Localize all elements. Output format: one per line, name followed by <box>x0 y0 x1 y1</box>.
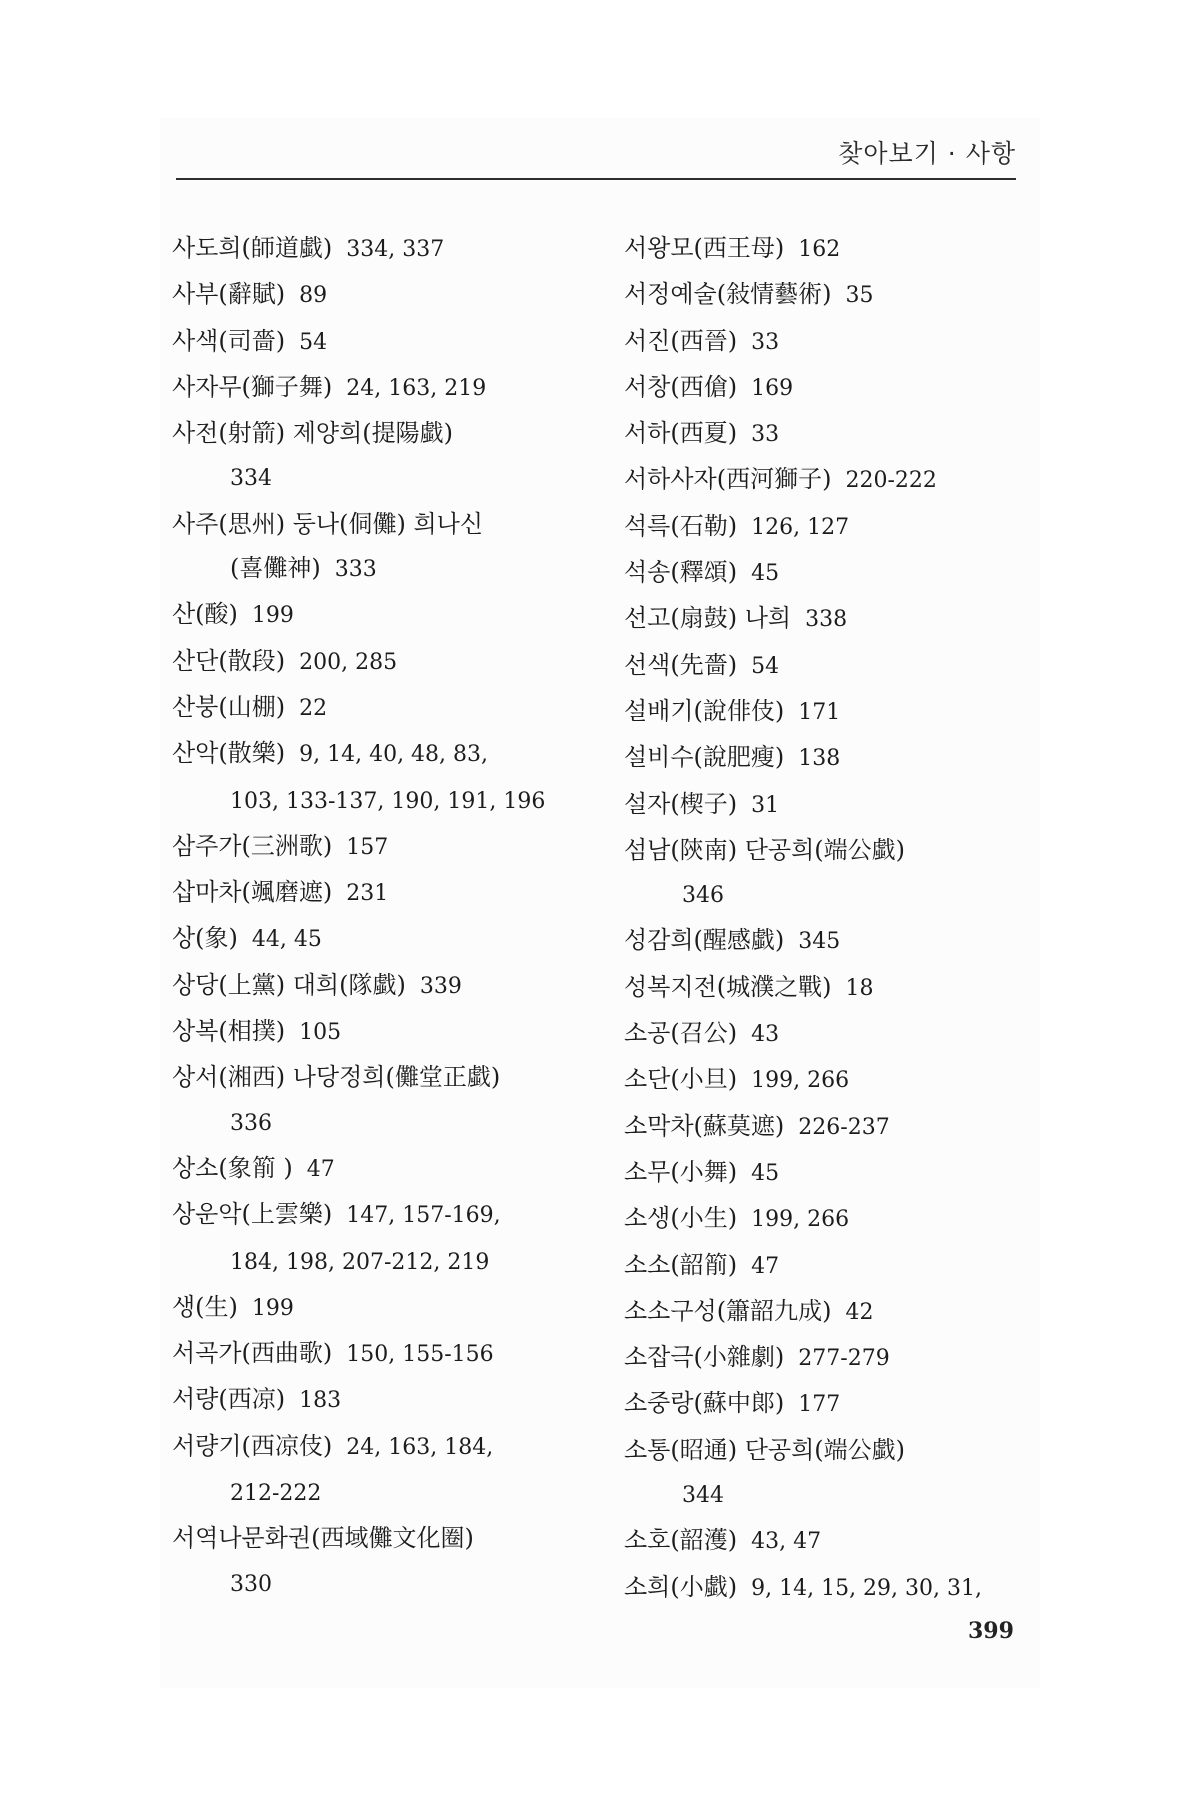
index-page-refs: 231 <box>346 881 389 907</box>
index-page-refs: 43 <box>751 1022 780 1048</box>
index-page-refs: 105 <box>299 1020 342 1046</box>
index-entry <box>172 1331 592 1377</box>
index-column-right <box>624 226 1044 1611</box>
index-page-refs: 43, 47 <box>751 1529 822 1555</box>
index-entry <box>624 1565 1044 1611</box>
index-page-refs: 330 <box>230 1571 272 1597</box>
index-entry <box>624 1150 1044 1196</box>
index-page-refs: 200, 285 <box>299 649 398 675</box>
index-headword: 설비수(說肥瘦) <box>624 743 785 772</box>
index-headword: 소통(昭通) 단공희(端公戱) <box>624 1435 906 1464</box>
index-entry <box>624 550 1044 596</box>
index-headword: 소잡극(小雜劇) <box>624 1343 785 1372</box>
index-entry <box>172 1009 592 1055</box>
index-headword: 서량(西凉) <box>172 1385 286 1414</box>
index-page-refs: 171 <box>798 699 841 725</box>
index-headword: 소중랑(蘇中郞) <box>624 1389 785 1418</box>
index-headword: 서량기(西凉伎) <box>172 1431 333 1460</box>
index-entry-continuation <box>172 1239 592 1285</box>
index-headword: 소공(召公) <box>624 1019 738 1048</box>
index-entry <box>624 1057 1044 1103</box>
index-page-refs: 54 <box>299 329 328 355</box>
index-page-refs: 199, 266 <box>751 1068 850 1094</box>
index-page-refs: 334 <box>230 466 272 492</box>
index-headword: 상소(象箾 ) <box>172 1153 293 1182</box>
index-entry <box>624 918 1044 964</box>
index-headword: 사부(辭賦) <box>172 280 286 309</box>
index-entry <box>624 1518 1044 1564</box>
index-entry <box>172 592 592 638</box>
index-entry-continuation <box>172 546 592 592</box>
index-headword: 상운악(上雲樂) <box>172 1200 333 1229</box>
index-entry <box>172 226 592 272</box>
index-page-refs: 338 <box>805 607 848 633</box>
index-entry-continuation <box>172 1470 592 1516</box>
index-headword: 생(生) <box>172 1292 238 1321</box>
index-page-refs: 89 <box>299 283 328 309</box>
index-page-refs: 138 <box>798 746 841 772</box>
index-page-refs: 345 <box>798 929 841 955</box>
index-page-refs: 177 <box>798 1392 841 1418</box>
index-entry <box>172 1192 592 1238</box>
index-headword: (喜儺神) <box>230 554 321 583</box>
index-page-refs: 336 <box>230 1110 272 1136</box>
index-page-refs: 103, 133-137, 190, 191, 196 <box>230 788 546 814</box>
page-number: 399 <box>968 1618 1014 1644</box>
index-headword: 선고(扇鼓) 나희 <box>624 604 792 633</box>
index-headword: 산단(散段) <box>172 646 286 675</box>
index-entry <box>172 1424 592 1470</box>
index-entry <box>624 782 1044 828</box>
index-headword: 성감희(醒感戱) <box>624 926 785 955</box>
index-page-refs: 157 <box>346 834 389 860</box>
index-entry <box>624 365 1044 411</box>
index-entry <box>624 1104 1044 1150</box>
index-entry <box>172 916 592 962</box>
index-page-refs: 33 <box>751 422 780 448</box>
index-headword: 산붕(山棚) <box>172 692 286 721</box>
index-page-refs: 199, 266 <box>751 1207 850 1233</box>
index-headword: 서하(西夏) <box>624 419 738 448</box>
index-page-refs: 344 <box>682 1483 724 1509</box>
index-page-refs: 162 <box>798 237 841 262</box>
index-page-refs: 42 <box>845 1299 874 1325</box>
index-entry <box>624 1428 1044 1472</box>
index-page-refs: 212-222 <box>230 1481 322 1507</box>
index-entry-continuation <box>172 1100 592 1146</box>
index-headword: 사색(司嗇) <box>172 326 286 355</box>
index-page-refs: 126, 127 <box>751 514 850 540</box>
index-page-refs: 33 <box>751 329 780 355</box>
index-headword: 소단(小旦) <box>624 1065 738 1094</box>
index-headword: 소소구성(簫韶九成) <box>624 1296 832 1325</box>
index-entry <box>172 685 592 731</box>
index-page-refs: 24, 163, 219 <box>346 375 487 401</box>
index-page-refs: 35 <box>845 283 874 309</box>
index-entry <box>172 1285 592 1331</box>
index-page-refs: 45 <box>751 1160 780 1186</box>
index-entry <box>172 824 592 870</box>
index-entry <box>172 319 592 365</box>
index-entry <box>624 643 1044 689</box>
index-headword: 상(象) <box>172 924 238 953</box>
index-headword: 상서(湘西) 나당정희(儺堂正戱) <box>172 1063 501 1092</box>
index-headword: 사자무(獅子舞) <box>172 372 333 401</box>
index-entry <box>624 689 1044 735</box>
index-page-refs: 9, 14, 15, 29, 30, 31, <box>751 1575 983 1601</box>
index-headword: 소무(小舞) <box>624 1157 738 1186</box>
index-entry <box>624 1381 1044 1427</box>
index-page-refs: 31 <box>751 792 780 818</box>
index-headword: 소호(韶濩) <box>624 1526 738 1555</box>
index-entry <box>172 1055 592 1099</box>
index-entry <box>624 1011 1044 1057</box>
index-page-refs: 47 <box>306 1156 335 1182</box>
index-headword: 사도희(師道戱) <box>172 234 333 262</box>
index-entry-continuation <box>624 1472 1044 1518</box>
index-entry <box>172 731 592 777</box>
index-page-refs: 184, 198, 207-212, 219 <box>230 1249 490 1275</box>
index-entry <box>624 272 1044 318</box>
index-entry <box>624 319 1044 365</box>
index-page-refs: 24, 163, 184, <box>346 1434 494 1460</box>
index-page-refs: 277-279 <box>798 1346 890 1372</box>
index-page-refs: 147, 157-169, <box>346 1203 501 1229</box>
index-entry <box>172 365 592 411</box>
index-entry <box>172 639 592 685</box>
index-page-refs: 199 <box>251 1295 294 1321</box>
index-page-refs: 45 <box>751 561 780 587</box>
index-headword: 사전(射箭) 제양희(提陽戱) <box>172 419 454 448</box>
index-page-refs: 334, 337 <box>346 237 445 262</box>
index-headword: 서왕모(西王母) <box>624 234 785 262</box>
index-entry <box>624 596 1044 642</box>
index-entry <box>172 502 592 546</box>
header-rule <box>176 178 1016 180</box>
index-entry <box>624 735 1044 781</box>
index-headword: 삽마차(颯磨遮) <box>172 878 333 907</box>
index-page-refs: 226-237 <box>798 1114 890 1140</box>
index-headword: 서역나문화권(西域儺文化圈) <box>172 1524 474 1553</box>
index-entry <box>172 1377 592 1423</box>
index-entry <box>172 870 592 916</box>
index-entry <box>172 272 592 318</box>
index-headword: 섬남(陝南) 단공희(端公戱) <box>624 835 906 864</box>
index-entry-continuation <box>172 455 592 501</box>
index-headword: 설자(楔子) <box>624 789 738 818</box>
index-headword: 서곡가(西曲歌) <box>172 1339 333 1368</box>
index-headword: 산(酸) <box>172 600 238 629</box>
index-page-refs: 169 <box>751 375 794 401</box>
index-headword: 삼주가(三洲歌) <box>172 831 333 860</box>
index-entry <box>624 1335 1044 1381</box>
index-headword: 선색(先嗇) <box>624 650 738 679</box>
index-headword: 설배기(說俳伎) <box>624 696 785 725</box>
index-headword: 소희(小戱) <box>624 1572 738 1601</box>
index-headword: 산악(散樂) <box>172 739 286 768</box>
index-entry <box>624 1196 1044 1242</box>
index-headword: 서정예술(敍情藝術) <box>624 280 832 309</box>
index-entry <box>624 965 1044 1011</box>
index-entry-continuation <box>624 872 1044 918</box>
index-column-left <box>172 226 592 1607</box>
index-page-refs: 150, 155-156 <box>346 1342 494 1368</box>
index-headword: 사주(思州) 둥나(侗儺) 희나신 <box>172 509 483 538</box>
index-headword: 성복지전(城濮之戰) <box>624 972 832 1001</box>
index-entry <box>624 828 1044 872</box>
index-page-refs: 9, 14, 40, 48, 83, <box>299 742 489 768</box>
index-entry-continuation <box>172 1561 592 1607</box>
index-page-refs: 183 <box>299 1388 342 1414</box>
index-page-refs: 220-222 <box>845 468 937 494</box>
index-entry <box>624 411 1044 457</box>
index-headword: 서창(西傖) <box>624 372 738 401</box>
index-page-refs: 333 <box>334 557 377 583</box>
index-entry <box>172 1516 592 1560</box>
index-headword: 석송(釋頌) <box>624 558 738 587</box>
index-page-refs: 47 <box>751 1253 780 1279</box>
index-entry <box>172 411 592 455</box>
index-headword: 서하사자(西河獅子) <box>624 465 832 494</box>
index-headword: 석륵(石勒) <box>624 511 738 540</box>
index-entry-continuation <box>172 778 592 824</box>
index-entry <box>624 226 1044 272</box>
index-page-refs: 54 <box>751 653 780 679</box>
index-page-refs: 22 <box>299 695 328 721</box>
running-header: 찾아보기 · 사항 <box>838 139 1016 168</box>
index-page-refs: 44, 45 <box>251 927 322 953</box>
index-entry <box>624 504 1044 550</box>
index-page-refs: 199 <box>251 603 294 629</box>
index-entry <box>624 1289 1044 1335</box>
index-entry <box>172 1146 592 1192</box>
index-headword: 상복(相撲) <box>172 1017 286 1046</box>
index-page-refs: 346 <box>682 883 724 909</box>
index-headword: 소생(小生) <box>624 1204 738 1233</box>
index-headword: 상당(上黨) 대희(隊戱) <box>172 970 406 999</box>
index-headword: 소소(韶箾) <box>624 1250 738 1279</box>
index-headword: 소막차(蘇莫遮) <box>624 1111 785 1140</box>
index-headword: 서진(西晉) <box>624 326 738 355</box>
index-page-refs: 18 <box>845 975 874 1001</box>
index-entry <box>172 963 592 1009</box>
index-entry <box>624 1243 1044 1289</box>
index-page-refs: 339 <box>419 973 462 999</box>
index-entry <box>624 457 1044 503</box>
